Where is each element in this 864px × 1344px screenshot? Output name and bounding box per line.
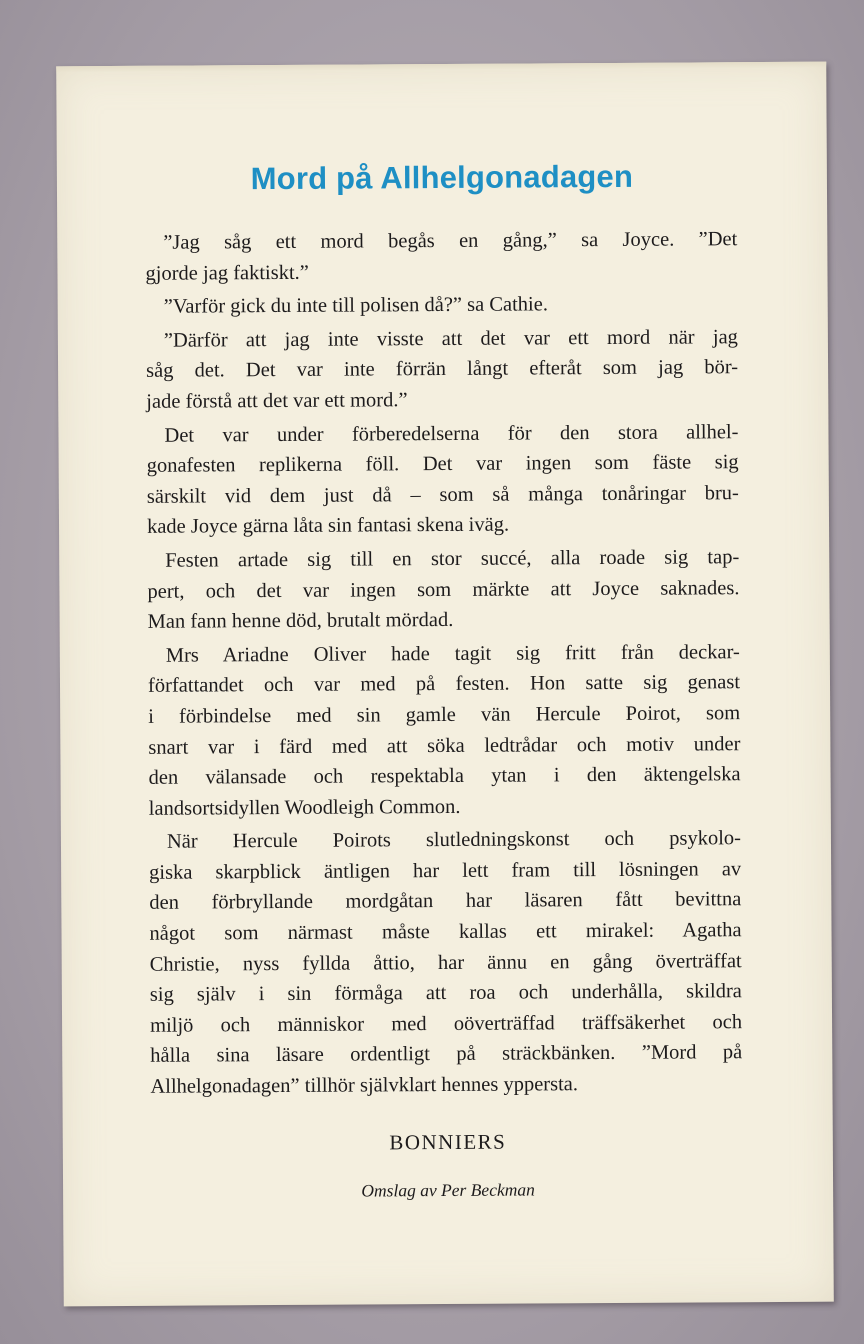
blurb-line: författandet och var med på festen. Hon satte sig genast [147,671,741,698]
blurb-line: den välansade och respektabla ytan i den äktengelska [148,763,741,789]
blurb-line: Man fann henne död, brutalt mördad. [147,609,454,633]
blurb-line: pert, och det var ingen som märkte att Joyce saknades. [147,576,740,603]
blurb-line: kade Joyce gärna låta sin fantasi skena iväg. [146,513,510,539]
cover-credit: Omslag av Per Beckman [361,1179,535,1201]
book-back-cover [56,62,834,1307]
blurb-line: särskilt vid dem just då – som så många tonåringar bru- [146,481,739,508]
blurb-paragraph [147,542,740,637]
blurb-line: När Hercule Poirots slutledningskonst och psykolo- [166,827,742,853]
publisher-name: BONNIERS [389,1129,507,1155]
blurb-line: gonafesten replikerna föll. Det var ingen som fäste sig [146,451,739,477]
blurb-line: giska skarpblick äntligen har lett fram till lösningen av [149,858,742,884]
blurb-line: den förbryllande mordgåtan har läsaren fått bevittna [149,888,742,915]
blurb-line: Festen artade sig till en stor succé, alla roade sig tap- [165,546,740,572]
blurb-line: jade förstå att det var ett mord.” [146,389,408,413]
blurb-line: ”Jag såg ett mord begås en gång,” sa Joyce. ”Det [163,228,738,254]
blurb-paragraph [145,224,737,289]
blurb-line: snart var i färd med att söka ledtrådar och motiv under [148,732,741,759]
blurb-paragraph [146,288,738,322]
blurb-paragraph [148,637,741,824]
blurb-line: landsortsidyllen Woodleigh Common. [148,795,461,820]
blurb-line: i förbindelse med sin gamle vän Hercule Poirot, som [148,702,741,728]
blurb-paragraph [146,322,739,417]
blurb-paragraph [146,417,739,543]
blurb-line: hålla sina läsare ordentligt på sträckbänken. ”Mord på [150,1041,743,1068]
blurb-line: miljö och människor med oöverträffad träffsäkerhet och [150,1011,743,1037]
blurb-line: något som närmast måste kallas ett mirakel: Agatha [149,919,742,945]
blurb-paragraph [149,823,743,1102]
blurb-line: Christie, nyss fyllda åttio, har ännu en gång överträffat [149,949,742,976]
blurb-line: ”Därför att jag inte visste att det var ett mord när jag [163,325,738,352]
book-title: Mord på Allhelgonadagen [250,158,634,197]
blurb-line: Det var under förberedelserna för den stora allhel- [164,420,739,447]
blurb-line: Mrs Ariadne Oliver hade tagit sig fritt från deckar- [165,640,740,667]
blurb-line: såg det. Det var inte förrän långt efteråt som jag bör- [146,356,739,383]
blurb-line: gjorde jag faktiskt.” [145,261,309,285]
blurb-line: Allhelgonadagen” tillhör självklart hennes yppersta. [150,1073,579,1098]
blurb-line: sig själv i sin förmåga att roa och underhålla, skildra [149,980,742,1007]
blurb-line: ”Varför gick du inte till polisen då?” sa Cathie. [163,293,549,318]
blurb-text [145,224,742,1105]
